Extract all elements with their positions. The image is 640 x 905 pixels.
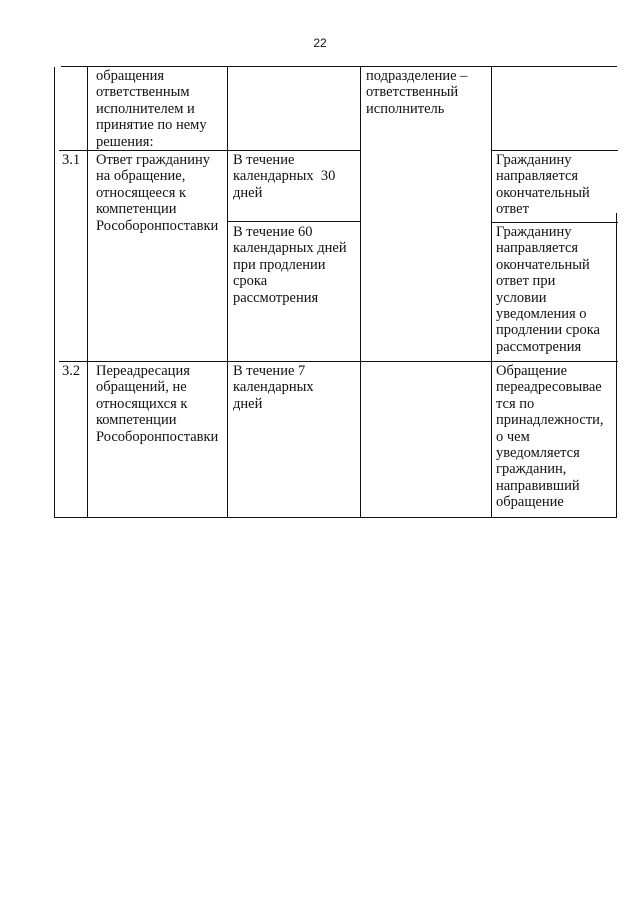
column-divider-4 [491,67,492,518]
row-divider-3-1-result [492,150,618,151]
continuation-executor-text: подразделение – ответственный исполнитель [366,68,468,117]
row-3-1-term-a: В течение календарных 30 дней [233,152,336,201]
table-rule-bottom [54,517,617,518]
table-rule-top [61,66,617,67]
column-divider-2 [227,67,228,518]
table-border-right [616,213,617,518]
page-number: 22 [313,36,327,50]
sub-row-divider-term [228,221,360,222]
sub-row-divider-result [492,222,618,223]
row-3-2-result: Обращение переадресовывае тся по принадлежности, о чем уведомляется гражданин, направивший обращение [496,363,604,511]
row-divider-3-1 [59,150,361,151]
row-divider-3-2 [59,361,618,362]
row-3-1-result-a: Гражданину направляется окончательный ответ [496,152,590,218]
row-3-1-number: 3.1 [62,152,81,168]
row-3-2-term: В течение 7 календарных дней [233,363,314,412]
row-3-2-step-text: Переадресация обращений, не относящихся к компетенции Рособоронпоставки [96,363,219,445]
row-3-2-number: 3.2 [62,363,81,379]
table-border-left [54,67,55,518]
row-3-1-step-text: Ответ гражданину на обращение, относящееся к компетенции Рособоронпоставки [96,152,219,234]
row-3-1-result-b: Гражданину направляется окончательный ответ при условии уведомления о продлении срока рассмотрения [496,224,600,355]
column-divider-3 [360,67,361,518]
row-3-1-term-b: В течение 60 календарных дней при продлении срока рассмотрения [233,224,347,306]
continuation-step-text: обращения ответственным исполнителем и принятие по нему решения: [96,68,207,150]
column-divider-1 [87,67,88,518]
